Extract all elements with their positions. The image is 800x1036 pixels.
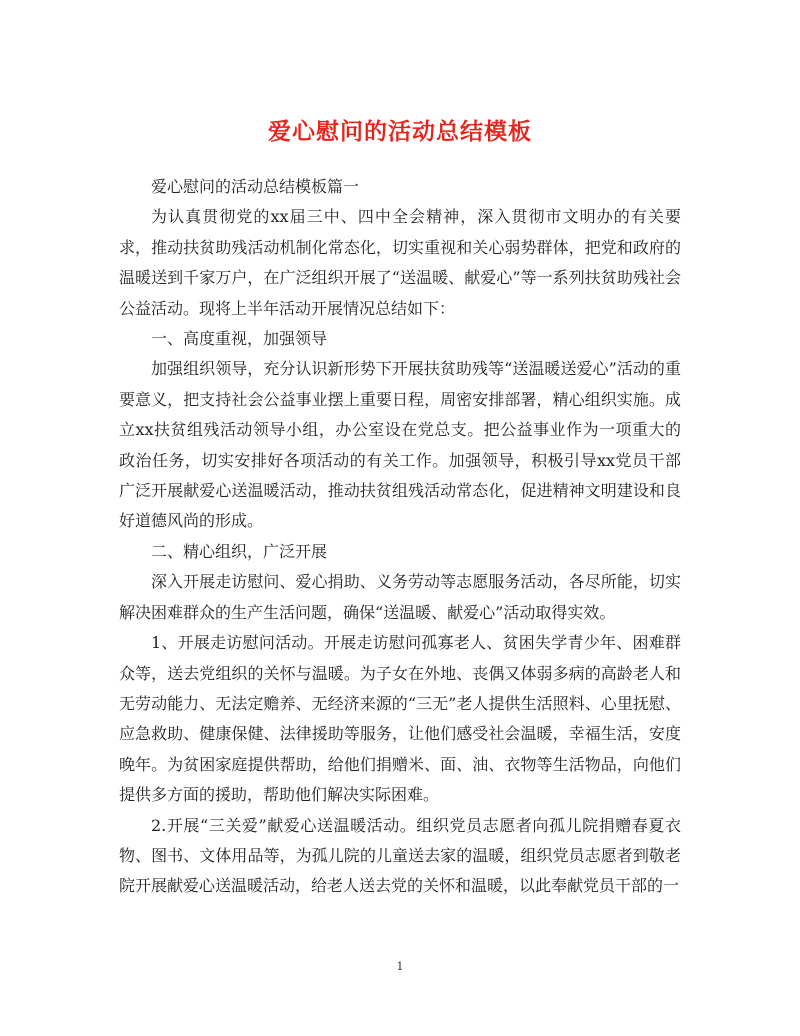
paragraph-leadership: 加强组织领导，充分认识新形势下开展扶贫助残等“送温暖送爱心”活动的重要意义，把支持社会公益事业摆上重要日程，周密安排部署，精心组织实施。成立xx扶贫组残活动领导小组，办公室设在党总支。把公益事业作为一项重大的政治任务，切实安排好各项活动的有关工作。加强领导，积极引导xx党员干部广泛开展献爱心送温暖活动，推动扶贫组残活动常态化，促进精神文明建设和良好道德风尚的形成。 bbox=[119, 359, 681, 531]
document-body bbox=[119, 172, 681, 902]
paragraph-three-cares: 2.开展“三关爱”献爱心送温暖活动。组织党员志愿者向孤儿院捐赠春夏衣物、图书、文体用品等，为孤儿院的儿童送去家的温暖，组织党员志愿者到敬老院开展献爱心送温暖活动，给老人送去党的关怀和温暖，以此奉献党员干部的一 bbox=[119, 815, 681, 896]
paragraph-intro: 为认真贯彻党的xx届三中、四中全会精神，深入贯彻市文明办的有关要求，推动扶贫助残活动机制化常态化，切实重视和关心弱势群体，把党和政府的温暖送到千家万户，在广泛组织开展了“送温暖、献爱心”等一系列扶贫助残社会公益活动。现将上半年活动开展情况总结如下： bbox=[119, 207, 681, 318]
section-heading-part-one: 爱心慰问的活动总结模板篇一 bbox=[151, 177, 360, 196]
document-title: 爱心慰问的活动总结模板 bbox=[268, 118, 532, 145]
section-heading-leadership: 一、高度重视，加强领导 bbox=[151, 329, 328, 349]
page-number: 1 bbox=[396, 960, 404, 973]
paragraph-organization: 深入开展走访慰问、爱心捐助、义务劳动等志愿服务活动，各尽所能，切实解决困难群众的生产生活问题，确保“送温暖、献爱心”活动取得实效。 bbox=[119, 572, 681, 622]
section-heading-organization: 二、精心组织，广泛开展 bbox=[151, 541, 328, 561]
paragraph-visits: 1、开展走访慰问活动。开展走访慰问孤寡老人、贫困失学青少年、困难群众等，送去党组织的关怀与温暖。为子女在外地、丧偶又体弱多病的高龄老人和无劳动能力、无法定赡养、无经济来源的“三无”老人提供生活照料、心里抚慰、应急救助、健康保健、法律援助等服务，让他们感受社会温暖，幸福生活，安度晚年。为贫困家庭提供帮助，给他们捐赠米、面、油、衣物等生活物品，向他们提供多方面的援助，帮助他们解决实际困难。 bbox=[119, 633, 681, 805]
